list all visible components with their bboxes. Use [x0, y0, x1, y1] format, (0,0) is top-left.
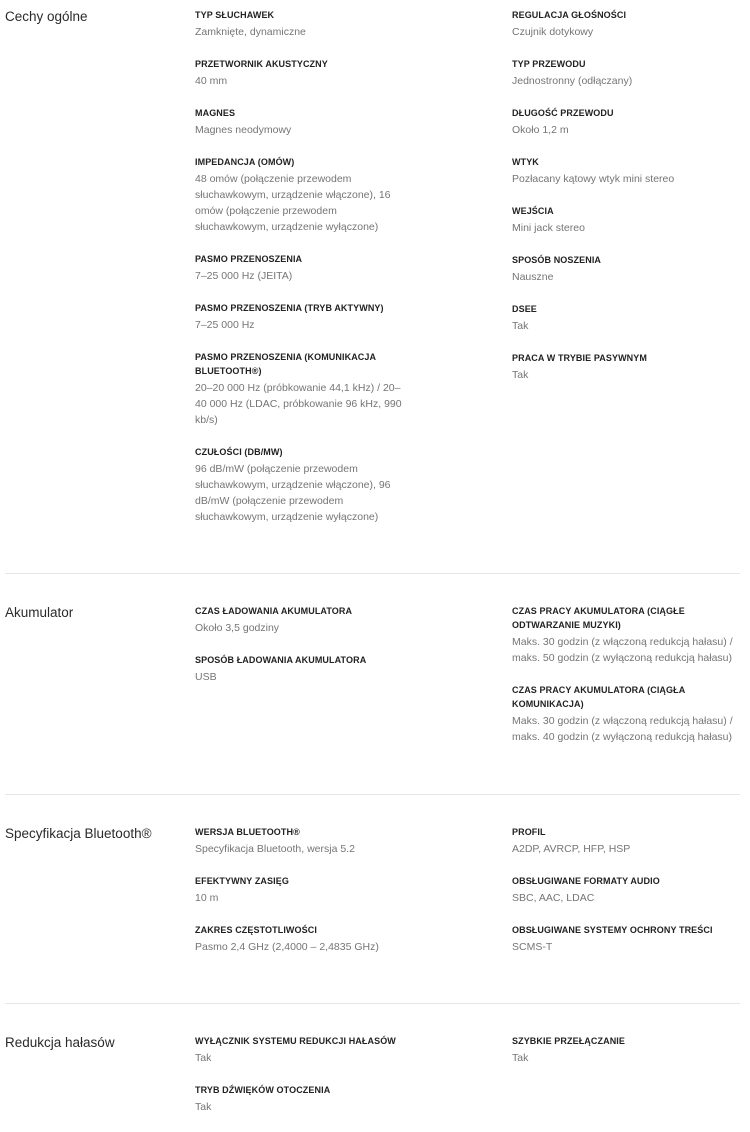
spec-label: SPOSÓB NOSZENIA	[512, 255, 602, 265]
spec-label: SZYBKIE PRZEŁĄCZANIE	[512, 1036, 626, 1046]
spec-value: Mini jack stereo	[512, 222, 585, 234]
spec-item	[195, 923, 410, 955]
spec-value: A2DP, AVRCP, HFP, HSP	[512, 843, 631, 855]
spec-value: Pasmo 2,4 GHz (2,4000 – 2,4835 GHz)	[195, 941, 379, 953]
spec-column-left	[195, 825, 410, 972]
spec-value: Tak	[512, 369, 529, 381]
spec-label: MAGNES	[195, 108, 236, 118]
spec-label: DSEE	[512, 304, 537, 314]
spec-value: Około 1,2 m	[512, 124, 569, 136]
spec-value: 48 omów (połączenie przewodem słuchawkowym, urządzenie włączone), 16 omów (połączenie przewodem słuchawkowym, urządzenie wyłączone)	[195, 173, 391, 233]
spec-column-left	[195, 8, 410, 542]
spec-value: Czujnik dotykowy	[512, 26, 594, 38]
spec-label: CZUŁOŚCI (DB/MW)	[195, 447, 283, 457]
spec-item	[195, 301, 410, 333]
spec-label: CZAS PRACY AKUMULATORA (CIĄGŁA KOMUNIKACJA)	[512, 685, 685, 709]
spec-label: SPOSÓB ŁADOWANIA AKUMULATORA	[195, 655, 367, 665]
section-title: Akumulator	[5, 605, 74, 620]
spec-value: SBC, AAC, LDAC	[512, 892, 595, 904]
spec-item	[512, 351, 746, 383]
spec-label: ZAKRES CZĘSTOTLIWOŚCI	[195, 925, 317, 935]
spec-item	[195, 350, 410, 428]
spec-value: Zamknięte, dynamiczne	[195, 26, 306, 38]
section-title: Cechy ogólne	[5, 9, 88, 24]
spec-label: DŁUGOŚĆ PRZEWODU	[512, 108, 614, 118]
spec-label: TYP PRZEWODU	[512, 59, 586, 69]
spec-value: Tak	[195, 1101, 212, 1113]
spec-label: EFEKTYWNY ZASIĘG	[195, 876, 289, 886]
spec-value: Tak	[512, 320, 529, 332]
spec-column-right	[512, 825, 746, 972]
spec-label: REGULACJA GŁOŚNOŚCI	[512, 10, 627, 20]
spec-value: Około 3,5 godziny	[195, 622, 280, 634]
spec-label: WTYK	[512, 157, 539, 167]
spec-item	[195, 825, 410, 857]
spec-label: WYŁĄCZNIK SYSTEMU REDUKCJI HAŁASÓW	[195, 1036, 396, 1046]
section-divider	[5, 1003, 740, 1004]
spec-value: Tak	[512, 1052, 529, 1064]
spec-label: PASMO PRZENOSZENIA (TRYB AKTYWNY)	[195, 303, 384, 313]
spec-item	[195, 155, 410, 235]
spec-value: 20–20 000 Hz (próbkowanie 44,1 kHz) / 20–40 000 Hz (LDAC, próbkowanie 96 kHz, 990 kb/s)	[195, 382, 402, 426]
spec-item	[195, 653, 410, 685]
spec-value: Jednostronny (odłączany)	[512, 75, 633, 87]
spec-label: WERSJA BLUETOOTH®	[195, 827, 300, 837]
spec-item	[195, 874, 410, 906]
spec-value: Maks. 30 godzin (z włączoną redukcją hałasu) / maks. 50 godzin (z wyłączoną redukcją hałasu)	[512, 636, 733, 664]
spec-value: 10 m	[195, 892, 219, 904]
spec-item	[512, 106, 746, 138]
spec-column-left	[195, 1034, 410, 1132]
spec-value: Pozłacany kątowy wtyk mini stereo	[512, 173, 675, 185]
section-title: Redukcja hałasów	[5, 1035, 115, 1050]
spec-label: PROFIL	[512, 827, 546, 837]
spec-value: SCMS-T	[512, 941, 553, 953]
section-title: Specyfikacja Bluetooth®	[5, 826, 152, 841]
spec-item	[195, 8, 410, 40]
spec-value: USB	[195, 671, 217, 683]
spec-label: PASMO PRZENOSZENIA	[195, 254, 303, 264]
spec-label: PRZETWORNIK AKUSTYCZNY	[195, 59, 328, 69]
spec-item	[195, 106, 410, 138]
spec-item	[512, 57, 746, 89]
spec-label: IMPEDANCJA (OMÓW)	[195, 157, 295, 167]
spec-value: 40 mm	[195, 75, 228, 87]
spec-column-right	[512, 604, 746, 762]
spec-value: Tak	[195, 1052, 212, 1064]
section-divider	[5, 794, 740, 795]
spec-value: Maks. 30 godzin (z włączoną redukcją hałasu) / maks. 40 godzin (z wyłączoną redukcją hałasu)	[512, 715, 733, 743]
spec-item	[195, 1034, 410, 1066]
spec-label: CZAS PRACY AKUMULATORA (CIĄGŁE ODTWARZANIE MUZYKI)	[512, 606, 685, 630]
spec-value: 7–25 000 Hz	[195, 319, 255, 331]
spec-item	[195, 252, 410, 284]
spec-item	[512, 825, 746, 857]
section-divider	[5, 573, 740, 574]
spec-item	[512, 8, 746, 40]
spec-label: PASMO PRZENOSZENIA (KOMUNIKACJA BLUETOOTH®)	[195, 352, 376, 376]
spec-label: WEJŚCIA	[512, 206, 554, 216]
spec-item	[512, 155, 746, 187]
spec-value: 7–25 000 Hz (JEITA)	[195, 270, 293, 282]
spec-label: CZAS ŁADOWANIA AKUMULATORA	[195, 606, 353, 616]
spec-column-right	[512, 8, 746, 400]
spec-item	[512, 302, 746, 334]
spec-item	[195, 1083, 410, 1115]
spec-value: Specyfikacja Bluetooth, wersja 5.2	[195, 843, 355, 855]
spec-value: Magnes neodymowy	[195, 124, 292, 136]
spec-item	[512, 683, 746, 745]
spec-value: Nauszne	[512, 271, 554, 283]
spec-label: TRYB DŹWIĘKÓW OTOCZENIA	[195, 1085, 331, 1095]
spec-item	[512, 204, 746, 236]
spec-item	[512, 923, 746, 955]
spec-item	[195, 445, 410, 525]
spec-label: PRACA W TRYBIE PASYWNYM	[512, 353, 647, 363]
spec-item	[195, 604, 410, 636]
spec-column-right	[512, 1034, 746, 1083]
spec-column-left	[195, 604, 410, 702]
spec-item	[512, 874, 746, 906]
spec-item	[512, 253, 746, 285]
spec-label: OBSŁUGIWANE FORMATY AUDIO	[512, 876, 660, 886]
spec-item	[195, 57, 410, 89]
spec-label: OBSŁUGIWANE SYSTEMY OCHRONY TREŚCI	[512, 925, 713, 935]
spec-item	[512, 1034, 746, 1066]
spec-item	[512, 604, 746, 666]
spec-value: 96 dB/mW (połączenie przewodem słuchawkowym, urządzenie włączone), 96 dB/mW (połączenie przewodem słuchawkowym, urządzenie wyłączone)	[195, 463, 391, 523]
spec-label: TYP SŁUCHAWEK	[195, 10, 275, 20]
